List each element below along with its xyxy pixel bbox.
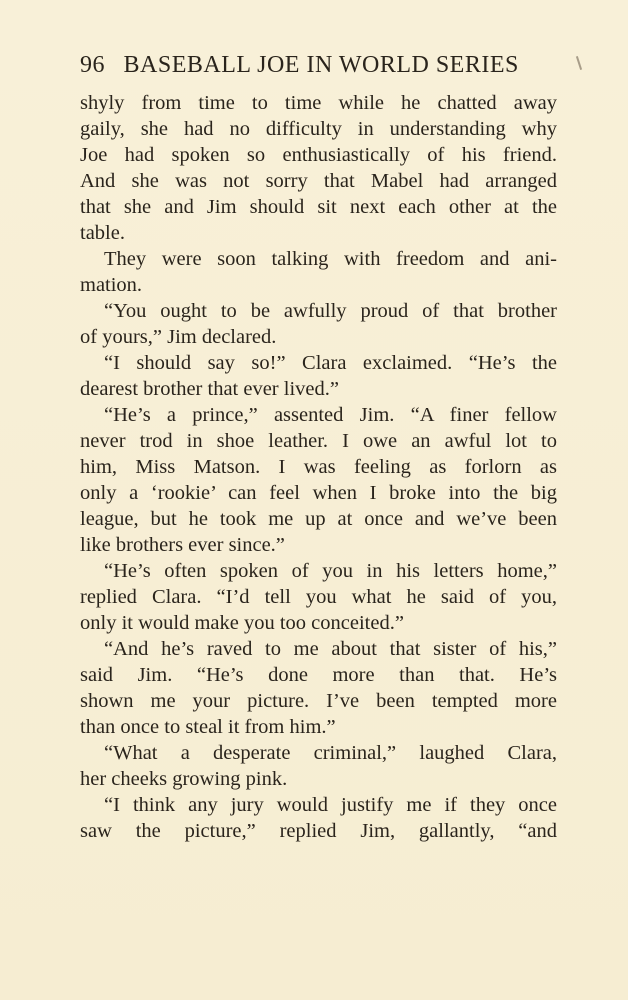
text-line: than once to steal it from him.”	[80, 716, 336, 738]
text-line: like brothers ever since.”	[80, 534, 285, 556]
text-line: shyly from time to time while he chatted away	[80, 92, 557, 114]
text-line: They were soon talking with freedom and ani-	[104, 248, 557, 270]
text-line: “And he’s raved to me about that sister of his,”	[104, 638, 557, 660]
text-line: league, but he took me up at once and we’ve been	[80, 508, 557, 530]
text-line: her cheeks growing pink.	[80, 768, 288, 790]
running-header	[80, 52, 560, 86]
text-line: shown me your picture. I’ve been tempted more	[80, 690, 557, 712]
text-line: “He’s often spoken of you in his letters home,”	[104, 560, 557, 582]
text-line: table.	[80, 222, 125, 244]
text-line: “What a desperate criminal,” laughed Clara,	[104, 742, 557, 764]
page-number: 96	[80, 52, 105, 78]
text-line: “I should say so!” Clara exclaimed. “He’s the	[104, 352, 557, 374]
running-title: BASEBALL JOE IN WORLD SERIES	[123, 52, 519, 78]
text-line: “I think any jury would justify me if they once	[104, 794, 557, 816]
text-line: saw the picture,” replied Jim, gallantly, “and	[80, 820, 557, 842]
text-line: only it would make you too conceited.”	[80, 612, 404, 634]
text-line: of yours,” Jim declared.	[80, 326, 277, 348]
text-line: replied Clara. “I’d tell you what he said of you,	[80, 586, 557, 608]
text-line: said Jim. “He’s done more than that. He’s	[80, 664, 557, 686]
margin-mark	[576, 56, 582, 70]
text-line: dearest brother that ever lived.”	[80, 378, 339, 400]
text-line: only a ‘rookie’ can feel when I broke into the big	[80, 482, 557, 504]
text-line: that she and Jim should sit next each other at the	[80, 196, 557, 218]
text-line: “He’s a prince,” assented Jim. “A finer fellow	[104, 404, 557, 426]
text-line: gaily, she had no difficulty in understanding why	[80, 118, 557, 140]
text-line: him, Miss Matson. I was feeling as forlorn as	[80, 456, 557, 478]
text-line: never trod in shoe leather. I owe an awful lot to	[80, 430, 557, 452]
text-line: Joe had spoken so enthusiastically of his friend.	[80, 144, 557, 166]
page-text	[80, 90, 557, 844]
text-line: mation.	[80, 274, 143, 296]
text-line: “You ought to be awfully proud of that brother	[104, 300, 557, 322]
text-line: And she was not sorry that Mabel had arranged	[80, 170, 557, 192]
